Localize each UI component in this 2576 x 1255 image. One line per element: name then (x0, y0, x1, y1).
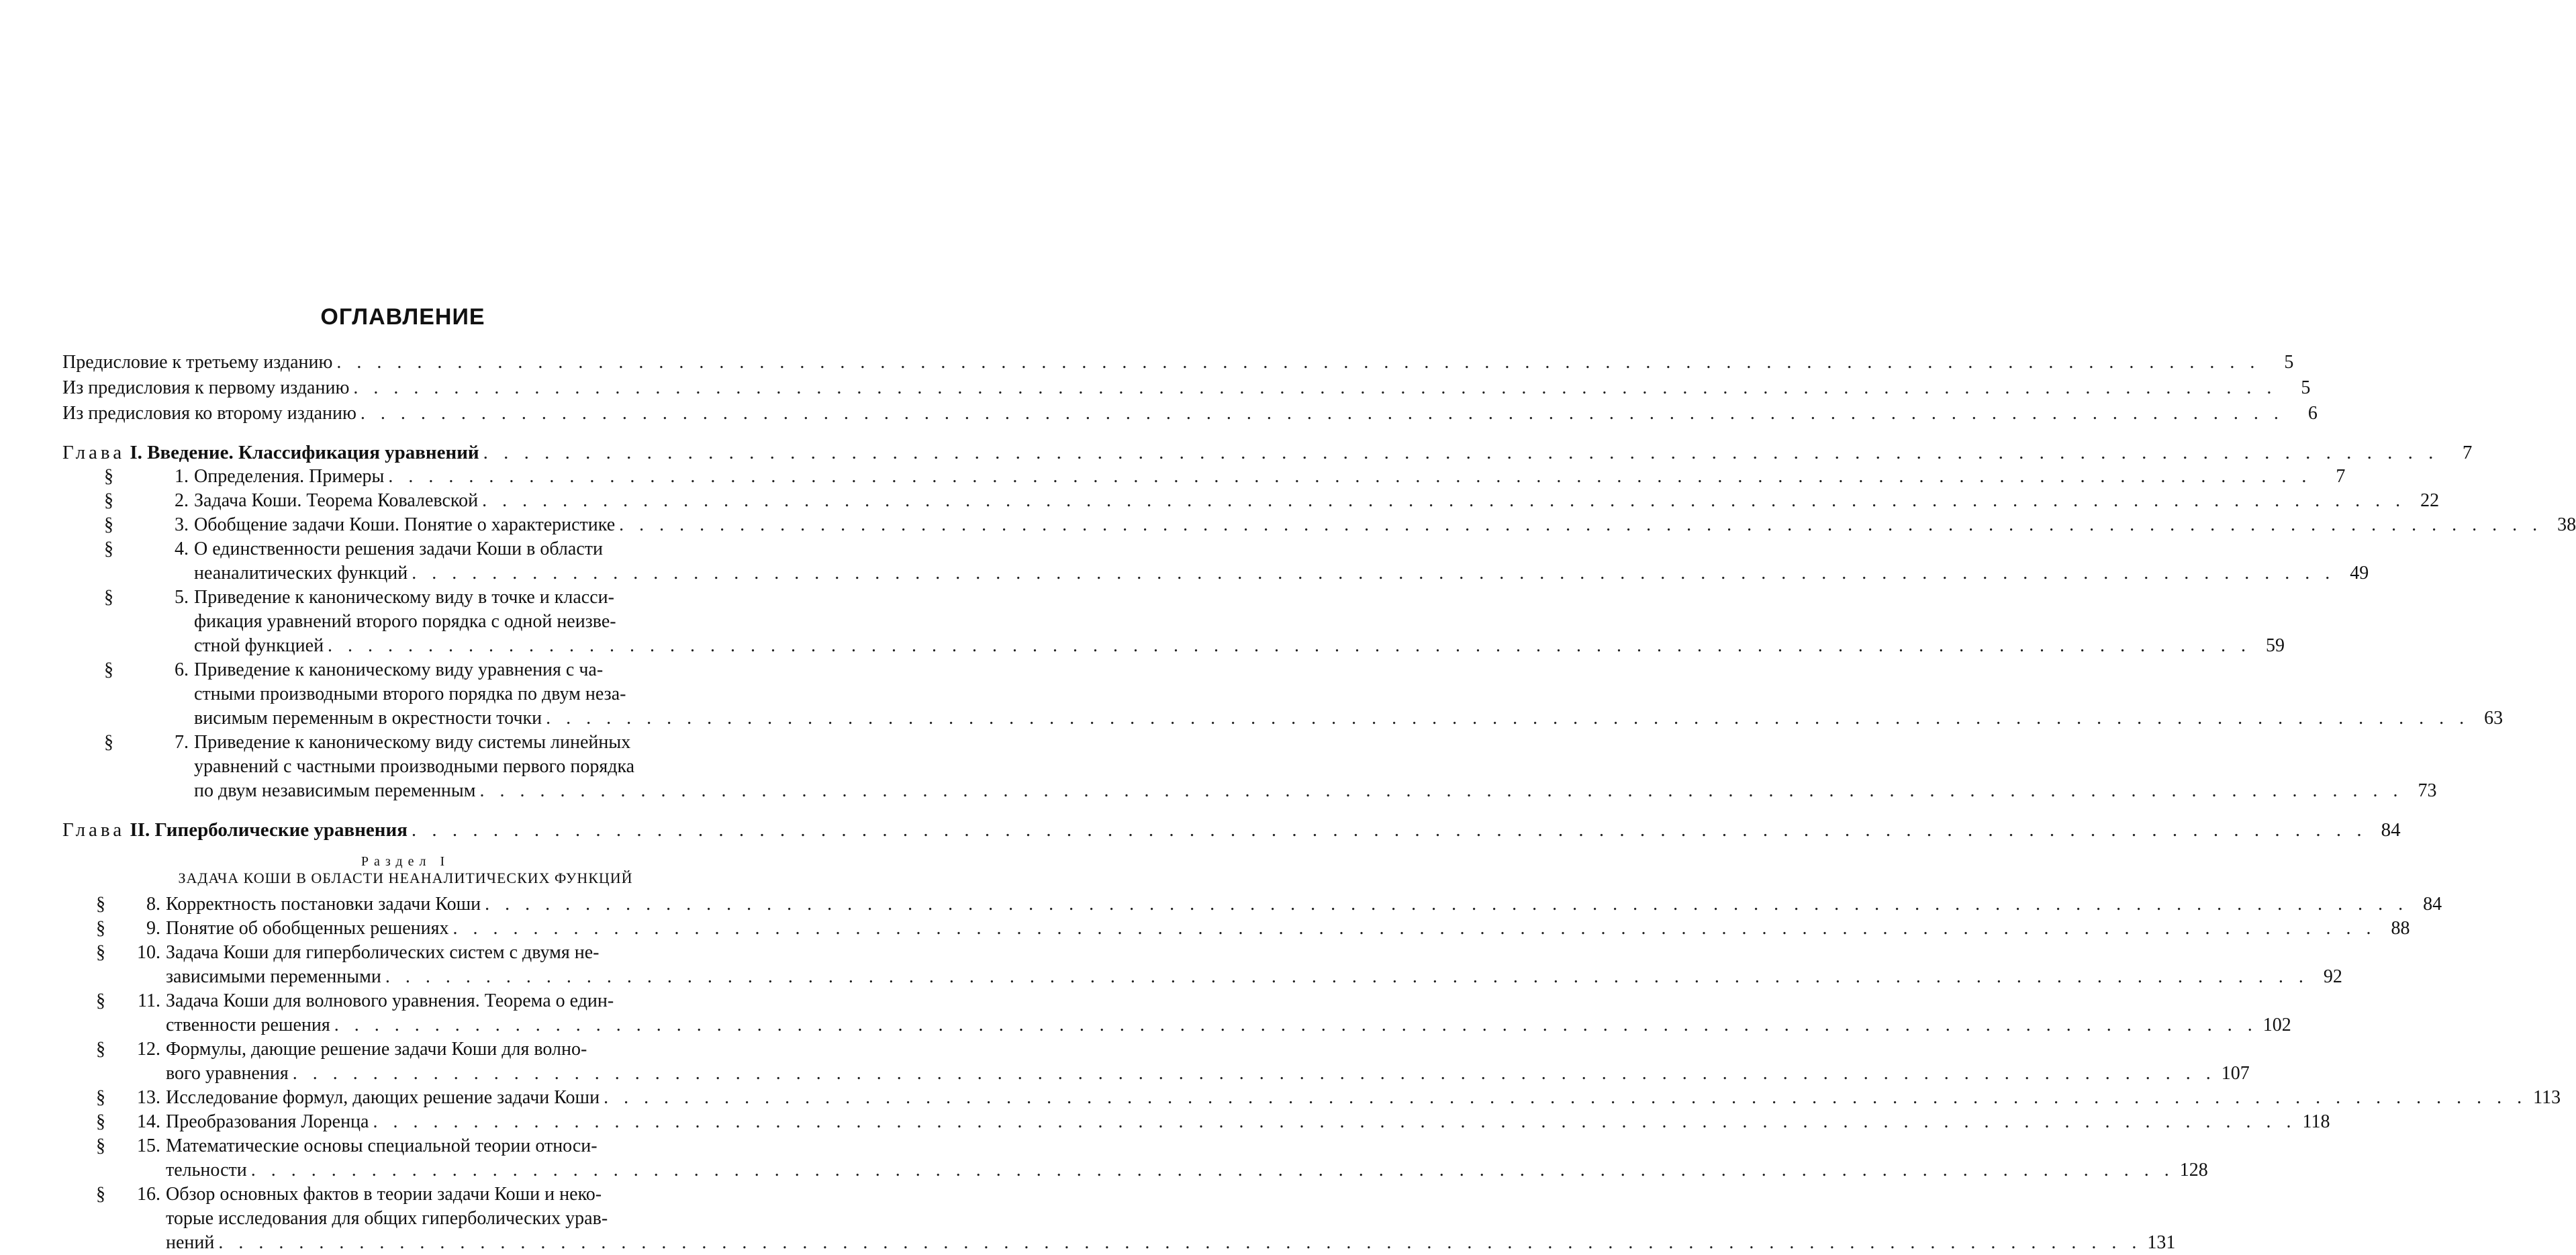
section-title: Преобразования Лоренца (166, 1111, 369, 1132)
section-sign: § (96, 1039, 105, 1060)
chapter-title (62, 818, 408, 842)
section-body (194, 513, 2576, 537)
section-body (166, 917, 2410, 941)
section-sign: § (96, 1087, 105, 1108)
section-body (166, 1037, 2250, 1086)
toc-section (62, 586, 2285, 658)
toc-row (166, 1062, 2250, 1086)
toc-row (166, 1158, 2208, 1182)
section-line: торые исследования для общих гиперболических урав- (166, 1208, 608, 1229)
section-sign: § (104, 732, 113, 753)
chapter-name: II. Гиперболические уравнения (130, 819, 408, 841)
section-line: Приведение к каноническому виду уравнения с ча- (194, 659, 604, 680)
section-line: Задача Коши для гиперболических систем с двумя не- (166, 942, 600, 963)
page-number: 6 (2307, 403, 2318, 424)
section-line: Математические основы специальной теории относи- (166, 1135, 598, 1156)
dot-leader (408, 818, 2371, 842)
section-line: Задача Коши для волнового уравнения. Теорема о един- (166, 990, 614, 1011)
toc-section (62, 731, 2437, 803)
toc-section (62, 892, 2442, 917)
toc-row (166, 892, 2442, 917)
dot-leader (356, 402, 2288, 426)
section-title: Определения. Примеры (194, 466, 385, 487)
toc-section (62, 537, 2369, 586)
toc-row (194, 513, 2576, 537)
section-sign: § (96, 1184, 105, 1205)
section-number: 9. (146, 918, 160, 939)
toc-row (62, 402, 2318, 426)
dot-leader (289, 1062, 2220, 1086)
section-title: вого уравнения (166, 1063, 289, 1084)
section-sign: § (104, 490, 113, 511)
section-title: неаналитических функций (194, 563, 408, 584)
page-number: 7 (2462, 442, 2473, 463)
section-title: Корректность постановки задачи Коши (166, 894, 481, 915)
page-number: 49 (2350, 563, 2369, 584)
section-title: Задача Коши. Теорема Ковалевской (194, 490, 479, 511)
section-line: Приведение к каноническому виду системы линейных (194, 732, 631, 753)
dot-leader (214, 1231, 2146, 1255)
section-line: стными производными второго порядка по двум неза- (194, 684, 626, 704)
section-title: зависимыми переменными (166, 966, 381, 987)
page-number: 73 (2418, 780, 2437, 801)
toc-section (62, 1134, 2208, 1182)
toc-section (62, 941, 2342, 989)
page-number: 84 (2381, 819, 2401, 841)
dot-leader (332, 351, 2264, 375)
toc-row (62, 351, 2294, 375)
dot-leader (384, 465, 2316, 489)
page-number: 118 (2302, 1111, 2330, 1132)
toc-row (166, 1013, 2291, 1037)
section-body (194, 465, 2345, 489)
chapter-title (62, 440, 479, 465)
page-number: 5 (2301, 377, 2311, 398)
section-body (166, 989, 2291, 1037)
section-title: стной функцией (194, 635, 324, 656)
dot-leader (349, 376, 2281, 400)
part-title: ЗАДАЧА КОШИ В ОБЛАСТИ НЕАНАЛИТИЧЕСКИХ ФУНКЦИЙ (178, 870, 633, 886)
toc-section (62, 989, 2291, 1037)
section-body (166, 1086, 2561, 1110)
dot-leader (381, 965, 2313, 989)
dot-leader (615, 513, 2546, 537)
section-line: О единственности решения задачи Коши в области (194, 539, 603, 559)
section-title: висимым переменным в окрестности точки (194, 708, 542, 729)
toc-row (62, 440, 2473, 465)
toc-row (62, 818, 2401, 842)
page-number: 5 (2284, 352, 2294, 373)
dot-leader (247, 1158, 2179, 1182)
toc-row (194, 779, 2436, 803)
dot-leader (449, 917, 2381, 941)
dot-leader (479, 440, 2443, 465)
toc-section (62, 465, 2346, 489)
section-title: Понятие об обобщенных решениях (166, 918, 449, 939)
section-number: 1. (175, 466, 189, 487)
page-number: 38 (2557, 514, 2576, 535)
page-number: 7 (2336, 466, 2346, 487)
toc-section (62, 1182, 2176, 1255)
dot-leader (475, 779, 2407, 803)
toc-section (62, 489, 2440, 513)
section-number: 14. (137, 1111, 160, 1132)
toc-row (194, 489, 2439, 513)
page-number: 92 (2323, 966, 2342, 987)
toc-row (166, 1086, 2561, 1110)
front-matter (62, 351, 2318, 426)
page-number: 107 (2221, 1063, 2250, 1084)
section-number: 12. (137, 1039, 160, 1060)
section-body (194, 586, 2285, 658)
section-number: 10. (137, 942, 160, 963)
dot-leader (478, 489, 2410, 513)
section-line: Формулы, дающие решение задачи Коши для волно- (166, 1039, 587, 1060)
section-number: 8. (146, 894, 160, 915)
toc-row (166, 1231, 2175, 1255)
section-number: 7. (175, 732, 189, 753)
entry-title: Предисловие к третьему изданию (62, 352, 333, 373)
chapter-2 (62, 818, 2561, 1255)
page-number: 131 (2147, 1232, 2176, 1253)
section-sign: § (96, 894, 105, 915)
toc-section (62, 1086, 2561, 1110)
dot-leader (600, 1086, 2531, 1110)
page-number: 84 (2423, 894, 2442, 915)
page-title: ОГЛАВЛЕНИЕ (320, 304, 485, 330)
section-body (166, 1110, 2330, 1134)
section-body (194, 658, 2503, 731)
section-number: 11. (138, 990, 160, 1011)
toc-row (194, 634, 2285, 658)
page-number: 128 (2179, 1160, 2208, 1180)
section-body (166, 941, 2342, 989)
dot-leader (369, 1110, 2300, 1134)
section-sign: § (96, 942, 105, 963)
entry-title: Из предисловия к первому изданию (62, 377, 350, 398)
toc-row (194, 706, 2503, 731)
toc-row (166, 1110, 2330, 1134)
toc-section (62, 1037, 2250, 1086)
toc-section (62, 1110, 2330, 1134)
toc-section (62, 658, 2503, 731)
section-number: 15. (137, 1135, 160, 1156)
section-body (194, 537, 2369, 586)
toc-row (166, 917, 2410, 941)
section-body (166, 1134, 2208, 1182)
dot-leader (324, 634, 2255, 658)
page-number: 113 (2533, 1087, 2561, 1108)
dot-leader (330, 1013, 2262, 1037)
dot-leader (542, 706, 2473, 731)
section-body (194, 731, 2436, 803)
section-title: тельности (166, 1160, 247, 1180)
section-title: нений (166, 1232, 215, 1253)
section-number: 16. (137, 1184, 160, 1205)
chapter-label: Глава (62, 442, 126, 463)
toc-section (62, 917, 2410, 941)
section-body (166, 1182, 2175, 1255)
chapter-1 (62, 440, 2576, 803)
section-sign: § (104, 587, 113, 608)
section-sign: § (104, 539, 113, 559)
toc-row (166, 965, 2342, 989)
page-number: 59 (2266, 635, 2285, 656)
section-title: ственности решения (166, 1015, 330, 1035)
section-sign: § (104, 466, 113, 487)
toc-section (62, 513, 2576, 537)
page-number: 102 (2262, 1015, 2291, 1035)
section-sign: § (96, 1111, 105, 1132)
page-number: 22 (2420, 490, 2440, 511)
section-sign: § (104, 659, 113, 680)
section-body (194, 489, 2439, 513)
chapter-label: Глава (62, 819, 126, 841)
section-number: 13. (137, 1087, 160, 1108)
part-label: Раздел I (361, 854, 450, 869)
section-number: 5. (175, 587, 189, 608)
section-number: 6. (175, 659, 189, 680)
dot-leader (481, 892, 2412, 917)
section-title: по двум независимым переменным (194, 780, 476, 801)
toc-row (62, 376, 2311, 400)
toc-row (194, 561, 2369, 586)
section-number: 2. (175, 490, 189, 511)
section-number: 4. (175, 539, 189, 559)
section-sign: § (104, 514, 113, 535)
table-of-contents (62, 351, 2576, 1255)
section-title: Исследование формул, дающих решение задачи Коши (166, 1087, 600, 1108)
entry-title: Из предисловия ко второму изданию (62, 403, 356, 424)
toc-row (194, 465, 2345, 489)
section-title: Обобщение задачи Коши. Понятие о характеристике (194, 514, 616, 535)
dot-leader (408, 561, 2339, 586)
section-sign: § (96, 918, 105, 939)
section-body (166, 892, 2442, 917)
section-line: уравнений с частными производными первого порядка (194, 756, 635, 777)
section-number: 3. (175, 514, 189, 535)
section-sign: § (96, 990, 105, 1011)
section-sign: § (96, 1135, 105, 1156)
chapter-name: I. Введение. Классификация уравнений (130, 442, 479, 463)
section-line: Приведение к каноническому виду в точке и класси- (194, 587, 614, 608)
page-number: 63 (2484, 708, 2503, 729)
page-number: 88 (2391, 918, 2410, 939)
section-line: Обзор основных фактов в теории задачи Коши и неко- (166, 1184, 602, 1205)
section-line: фикация уравнений второго порядка с одной неизве- (194, 611, 616, 632)
